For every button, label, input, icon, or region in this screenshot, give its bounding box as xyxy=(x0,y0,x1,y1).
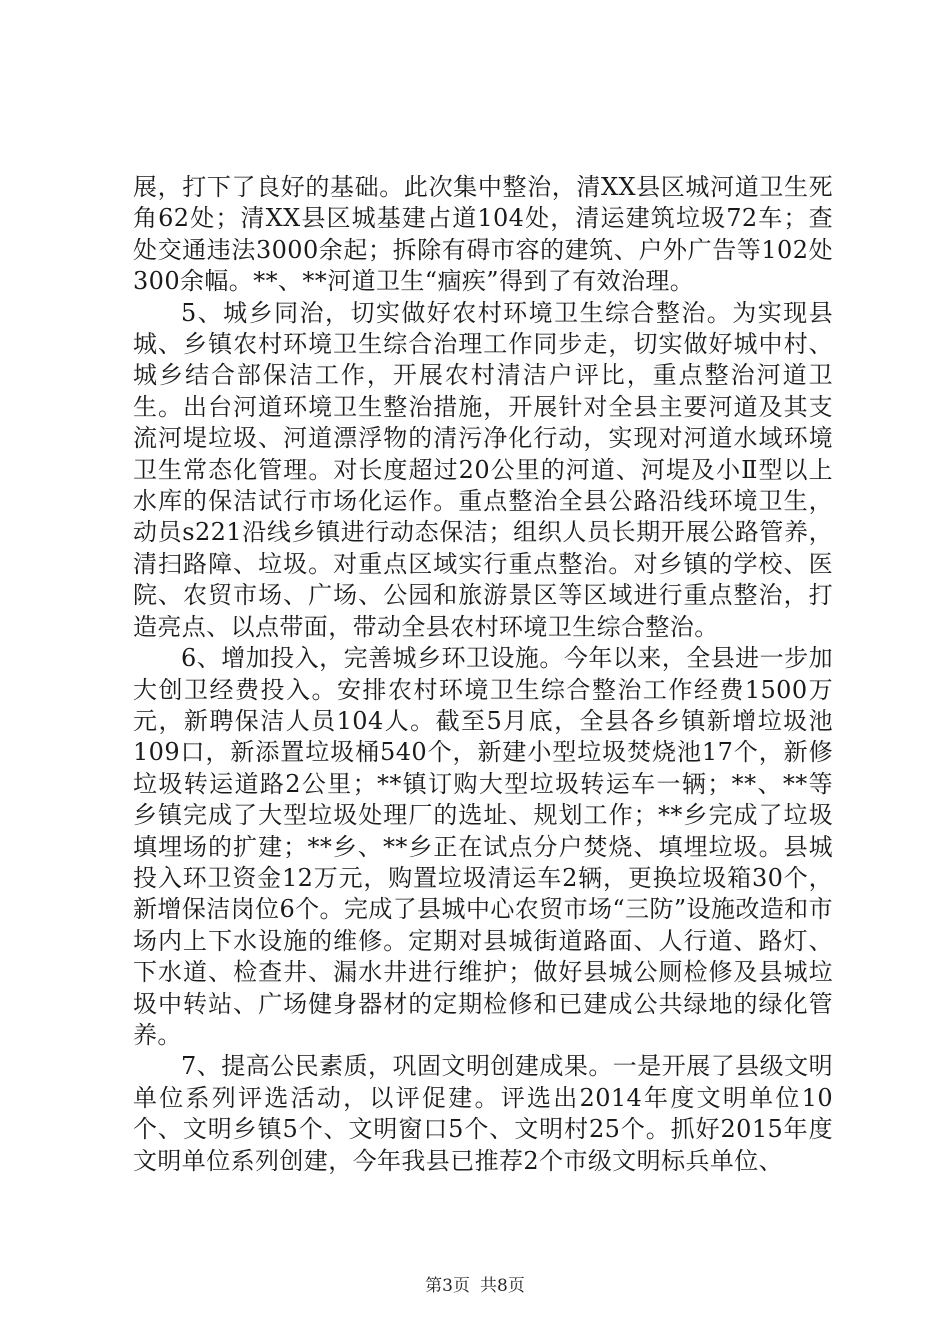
paragraph-item-7: 7、提高公民素质，巩固文明创建成果。一是开展了县级文明单位系列评选活动，以评促建。评选出2014年度文明单位10个、文明乡镇5个、文明窗口5个、文明村25个。抓好2015年度文明单位系列创建，今年我县已推荐2个市级文明标兵单位、 xyxy=(133,1052,833,1175)
page-footer xyxy=(0,1271,950,1296)
document-body xyxy=(133,172,833,1177)
page-number-total: 共8页 xyxy=(480,1276,525,1296)
paragraph-item-5: 5、城乡同治，切实做好农村环境卫生综合整治。为实现县城、乡镇农村环境卫生综合治理工作同步走，切实做好城中村、城乡结合部保洁工作，开展农村清洁户评比，重点整治河道卫生。出台河道环境卫生整治措施，开展针对全县主要河道及其支流河堤垃圾、河道漂浮物的清污净化行动，实现对河道水域环境卫生常态化管理。对长度超过20公里的河道、河堤及小Ⅱ型以上水库的保洁试行市场化运作。重点整治全县公路沿线环境卫生，动员s221沿线乡镇进行动态保洁；组织人员长期开展公路管养，清扫路障、垃圾。对重点区域实行重点整治。对乡镇的学校、医院、农贸市场、广场、公园和旅游景区等区域进行重点整治，打造亮点、以点带面，带动全县农村环境卫生综合整治。 xyxy=(133,298,833,641)
paragraph-item-6: 6、增加投入，完善城乡环卫设施。今年以来，全县进一步加大创卫经费投入。安排农村环境卫生综合整治工作经费1500万元，新聘保洁人员104人。截至5月底，全县各乡镇新增垃圾池109口，新添置垃圾桶540个，新建小型垃圾焚烧池17个，新修垃圾转运道路2公里；**镇订购大型垃圾转运车一辆；**、**等乡镇完成了大型垃圾处理厂的选址、规划工作；**乡完成了垃圾填埋场的扩建；**乡、**乡正在试点分户焚烧、填埋垃圾。县城投入环卫资金12万元，购置垃圾清运车2辆，更换垃圾箱30个，新增保洁岗位6个。完成了县城中心农贸市场“三防”设施改造和市场内上下水设施的维修。定期对县城街道路面、人行道、路灯、下水道、检查井、漏水井进行维护；做好县城公厕检修及县城垃圾中转站、广场健身器材的定期检修和已建成公共绿地的绿化管养。 xyxy=(133,644,833,1049)
page-number-current: 第3页 xyxy=(425,1276,470,1296)
paragraph-continuation: 展，打下了良好的基础。此次集中整治，清XX县区城河道卫生死角62处；清XX县区城基建占道104处，清运建筑垃圾72车；查处交通违法3000余起；拆除有碍市容的建筑、户外广告等102处300余幅。**、**河道卫生“痼疾”得到了有效治理。 xyxy=(133,173,833,296)
